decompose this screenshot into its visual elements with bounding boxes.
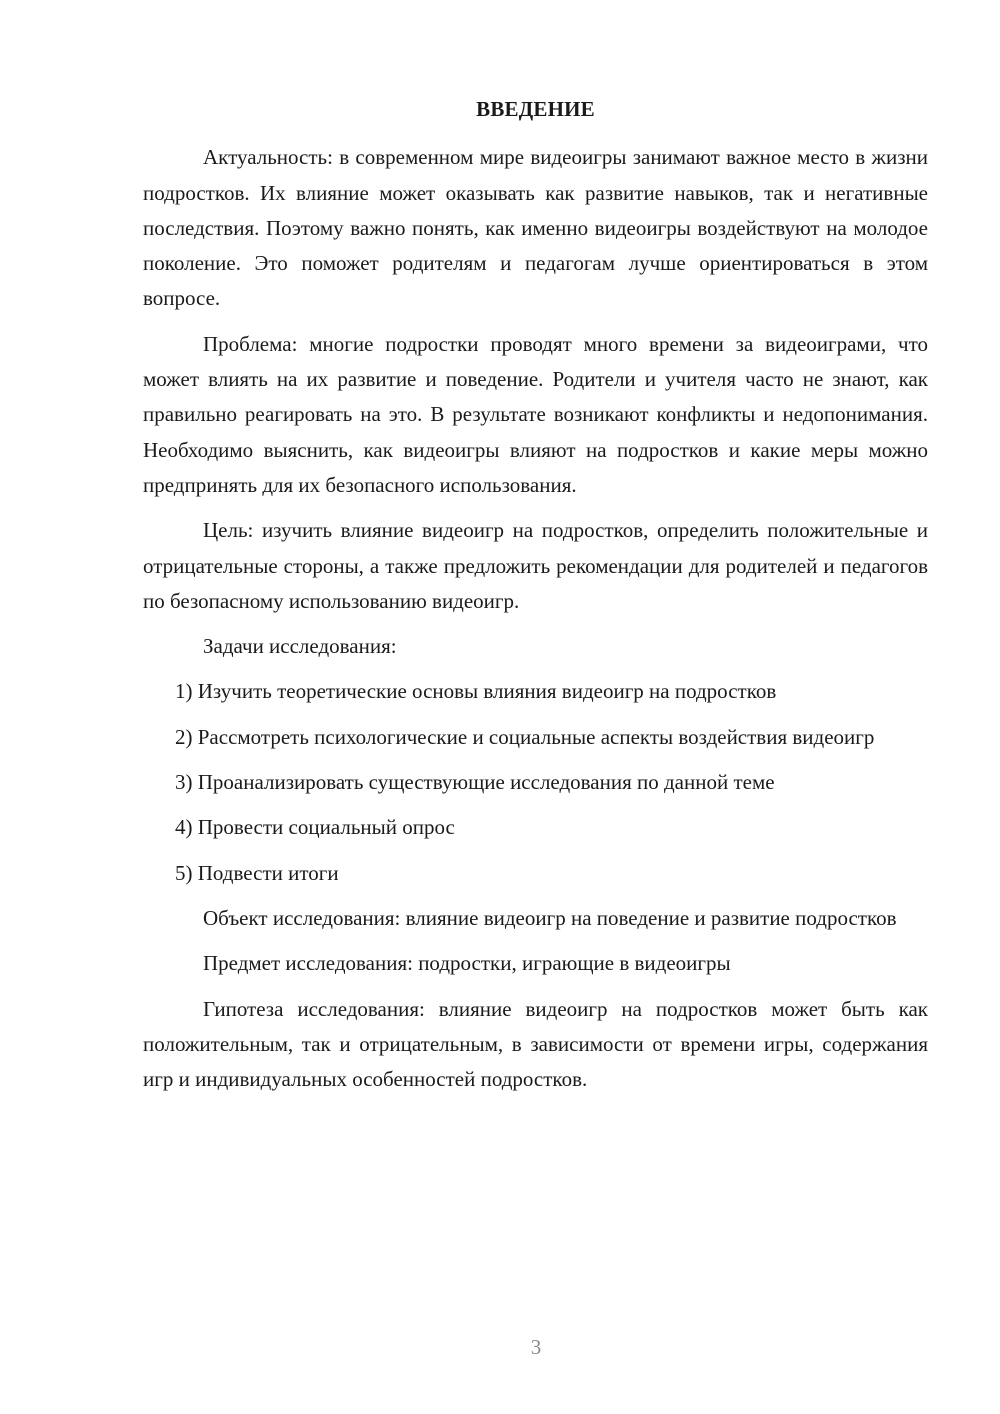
task-item: 5) Подвести итоги [175,860,339,885]
paragraph-relevance: Актуальность: в современном мире видеоигры занимают важное место в жизни подростков. Их влияние может оказывать как развитие навыков, так и негативные последствия. Поэтому важно понять, как именно видеоигры воздействуют на молодое поколение. Это поможет родителям и педагогам лучше ориентироваться в этом вопросе. [143,145,928,311]
paragraph-object: Объект исследования: влияние видеоигр на поведение и развитие подростков [203,905,897,930]
page-content [143,92,928,1107]
section-heading: ВВЕДЕНИЕ [476,97,595,121]
task-item: 3) Проанализировать существующие исследования по данной теме [175,770,775,795]
paragraph-subject: Предмет исследования: подростки, играющие в видеоигры [203,951,731,976]
tasks-list [143,674,928,890]
paragraph-goal: Цель: изучить влияние видеоигр на подростков, определить положительные и отрицательные стороны, а также предложить рекомендации для родителей и педагогов по безопасному использованию видеоигр. [143,518,928,613]
paragraph-hypothesis: Гипотеза исследования: влияние видеоигр на подростков может быть как положительным, так и отрицательным, в зависимости от времени игры, содержания игр и индивидуальных особенностей подростков. [143,996,928,1092]
task-item: 1) Изучить теоретические основы влияния видеоигр на подростков [175,679,777,704]
task-item: 2) Рассмотреть психологические и социальные аспекты воздействия видеоигр [175,724,875,749]
task-item: 4) Провести социальный опрос [175,815,455,840]
tasks-heading: Задачи исследования: [203,634,397,659]
paragraph-problem: Проблема: многие подростки проводят много времени за видеоиграми, что может влиять на их развитие и поведение. Родители и учителя часто не знают, как правильно реагировать на это. В результате возникают конфликты и недопонимания. Необходимо выяснить, как видеоигры влияют на подростков и какие меры можно предпринять для их безопасного использования. [143,331,928,497]
page-number: 3 [530,1335,542,1359]
